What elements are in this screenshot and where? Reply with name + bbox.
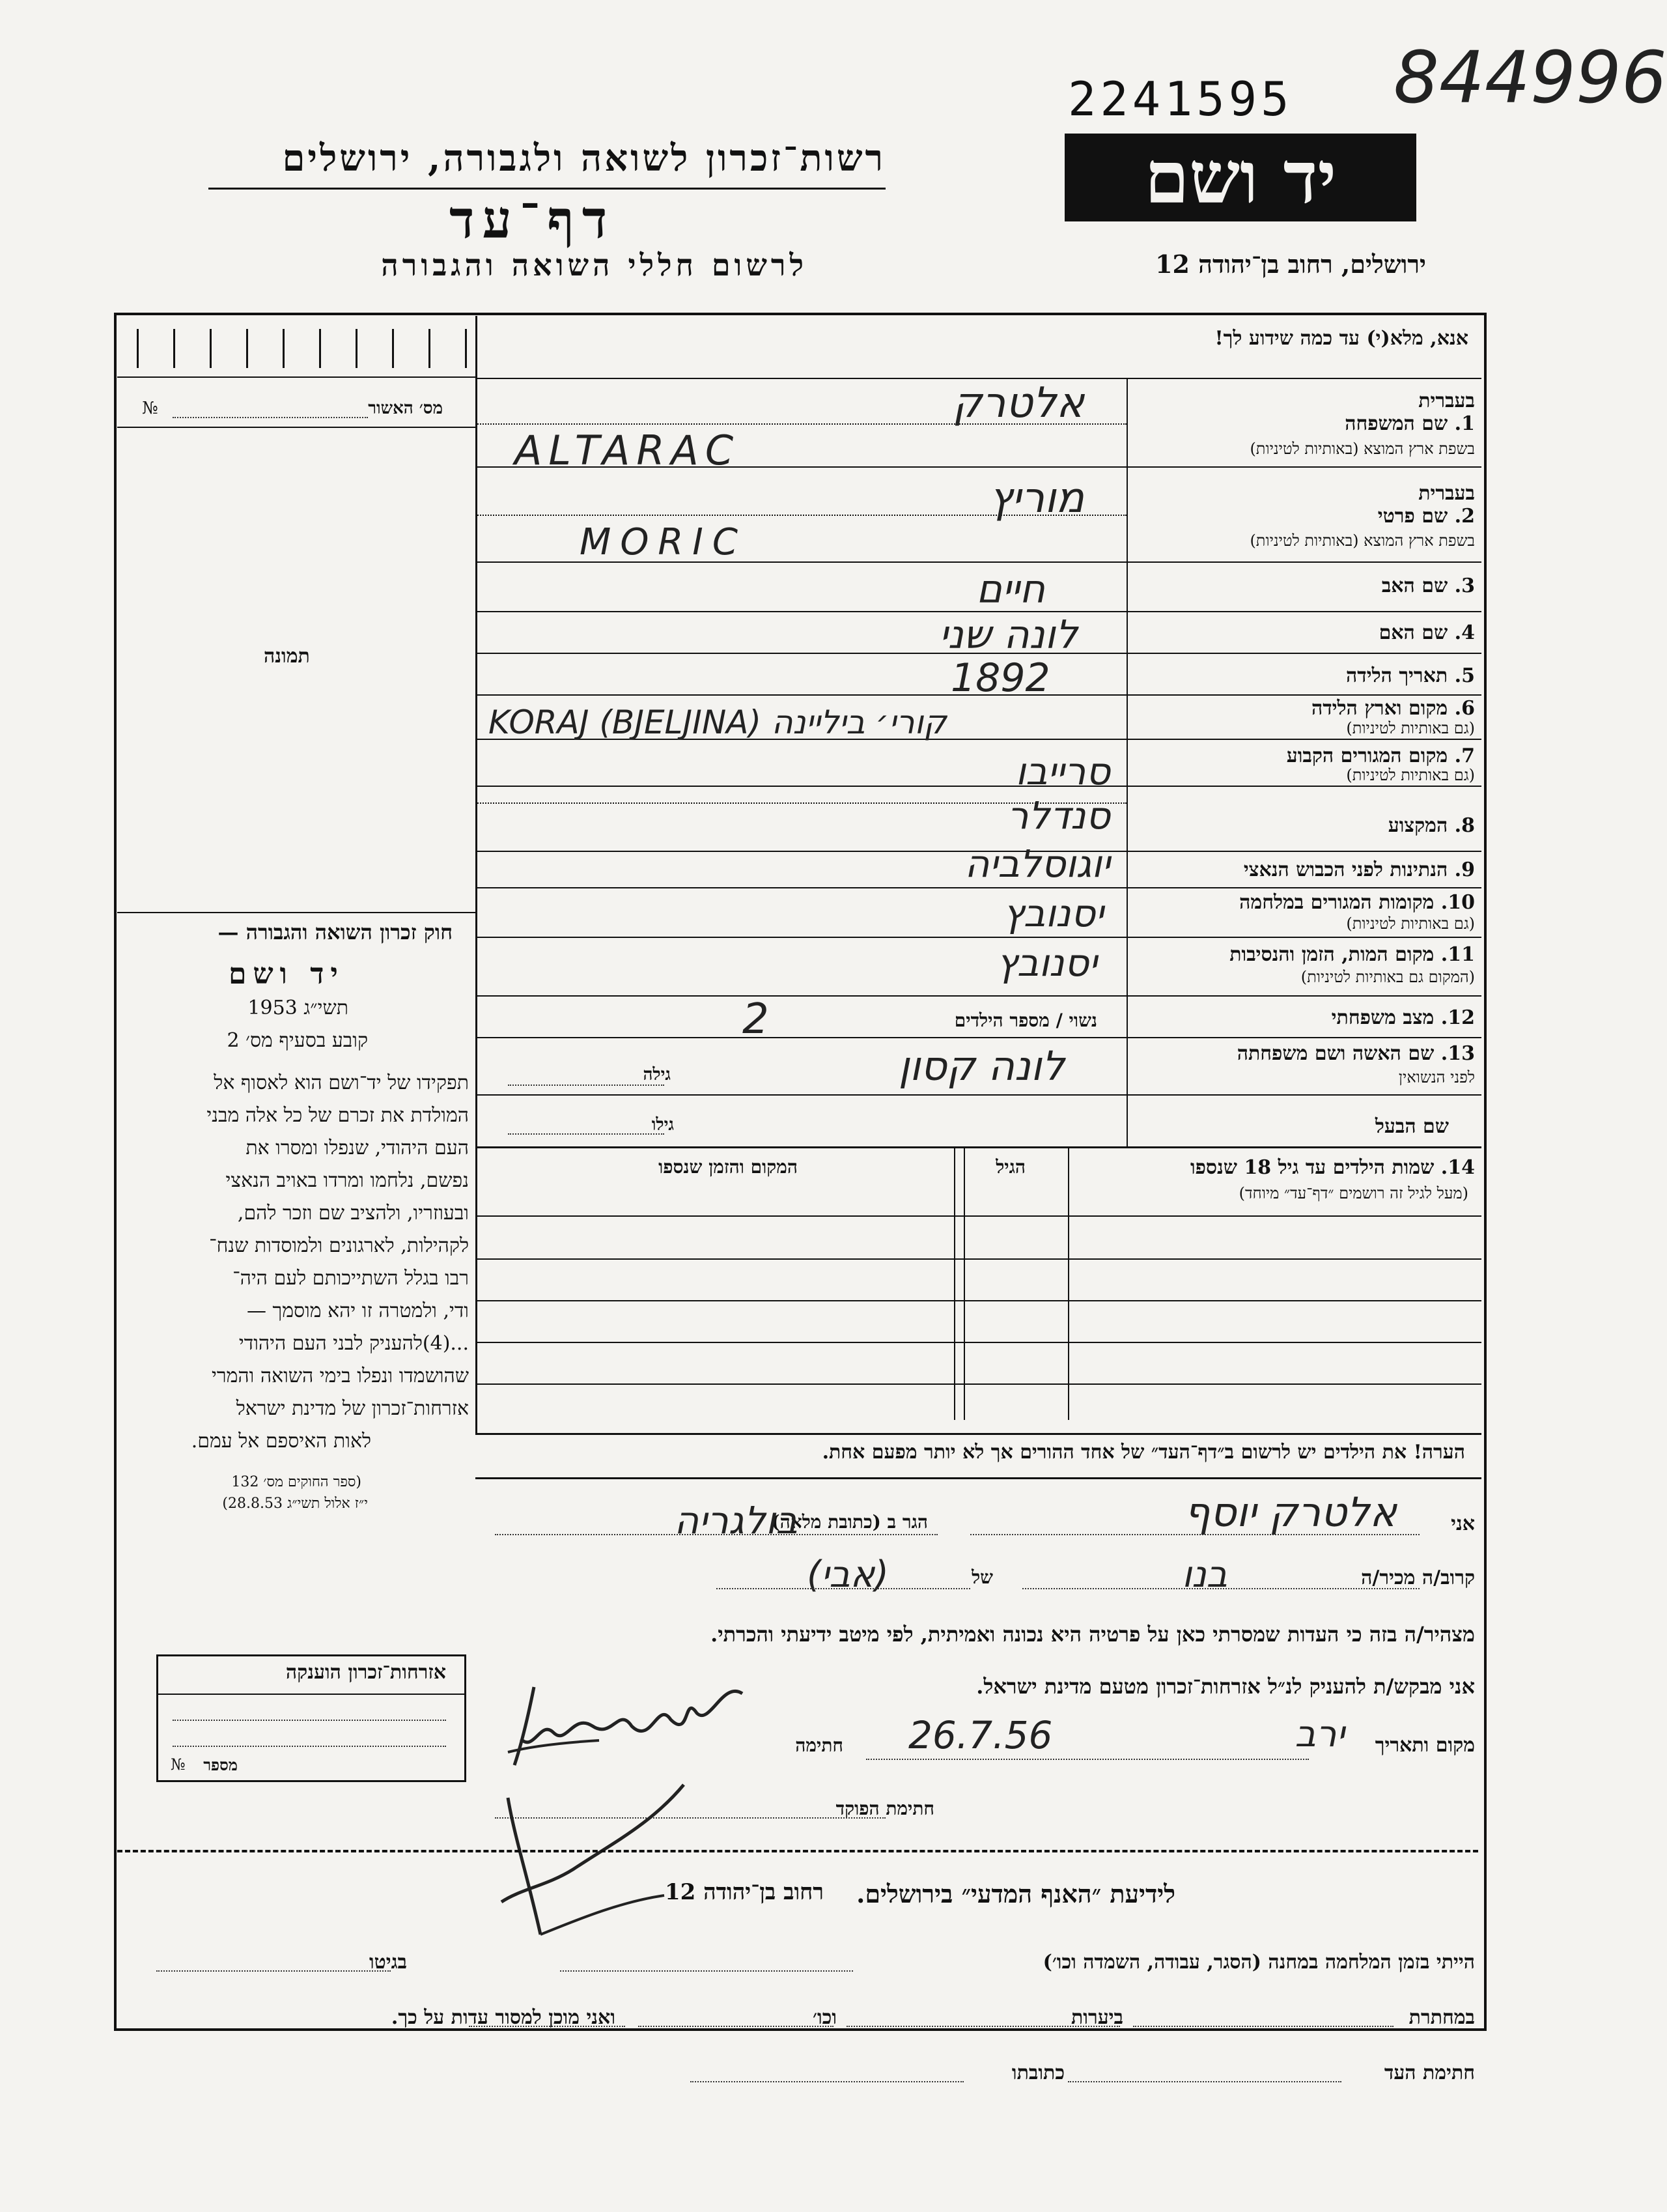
place-date-label: מקום ותאריך bbox=[1375, 1734, 1475, 1757]
law-line: ובעוזריו, ולהציב שם וזכר להם, bbox=[237, 1202, 469, 1225]
field-label-birth-place: 6. מקום וארץ הלידה bbox=[1311, 697, 1475, 720]
value-first-name-latin[interactable]: MORIC bbox=[580, 521, 747, 563]
footer-witness-signature: חתימת העד bbox=[1384, 2062, 1475, 2084]
value-birth-date[interactable]: 1892 bbox=[951, 655, 1050, 701]
law-line: תפקידו של יד־ושם הוא לאסוף אל bbox=[214, 1071, 469, 1094]
field-label: שם המשפחה bbox=[1345, 412, 1448, 435]
footer-etc: וכו׳ bbox=[813, 2006, 837, 2029]
footer-forests: ביערות bbox=[1071, 2006, 1123, 2029]
law-title: חוק זכרון השואה והגבורה — bbox=[217, 920, 453, 944]
wife-age-label: גילה bbox=[643, 1065, 671, 1085]
approval-no-mark: № bbox=[142, 399, 158, 418]
law-line: נפשם, נלחמו ומרדו באויב הנאצי bbox=[225, 1169, 469, 1192]
footer-line1: הייתי בזמן המלחמה במחנה (הסגר, עבודה, השמדה וכו׳) bbox=[1043, 1951, 1475, 1974]
photo-label: תמונה bbox=[264, 645, 310, 668]
value-first-name-hebrew[interactable]: מוריץ bbox=[989, 474, 1084, 522]
stamp-number: 2241595 bbox=[1068, 72, 1293, 126]
footer-testify: ואני מוכן למסור עדות על כך. bbox=[391, 2006, 615, 2029]
footer-address-label: כתובתו bbox=[1011, 2062, 1065, 2084]
field-sub: (גם באותיות לטיניות) bbox=[1346, 915, 1475, 933]
field-label-mother: 4. שם האם bbox=[1379, 621, 1475, 644]
law-ref: (ספר החוקים מס׳ 132 bbox=[231, 1474, 361, 1490]
value-family-name-latin[interactable]: ALTARAC bbox=[514, 427, 740, 474]
field-label-family-name bbox=[1345, 412, 1475, 435]
children-col-age: הגיל bbox=[996, 1156, 1026, 1178]
value-marital-label: נשוי / מספר הילדים bbox=[954, 1010, 1097, 1031]
law-line: לאות האיספם אל עמם. bbox=[191, 1430, 371, 1453]
citizenship-title: אזרחות־זכרון הוענקה bbox=[285, 1661, 446, 1684]
value-death-place[interactable]: יסנובץ bbox=[996, 941, 1097, 985]
value-birth-place[interactable]: KORAJ (BJELJINA) קורי׳ ביליינה bbox=[488, 703, 947, 741]
declaration-place[interactable]: ירב bbox=[1295, 1713, 1345, 1755]
handwritten-archive-number: 844996 bbox=[1394, 36, 1667, 119]
request-text: אני מבקש/ת להעניק לנ״ל אזרחות־זכרון מטעם מדינת ישראל. bbox=[976, 1674, 1475, 1699]
law-line: המולדת את זכרם של כל אלה מבני bbox=[206, 1104, 469, 1127]
field-label-husband: שם הבעל bbox=[1375, 1115, 1449, 1138]
field-label-citizenship: 9. הנתינות לפני הכבוש הנאצי bbox=[1243, 858, 1475, 881]
field-label-father: 3. שם האב bbox=[1381, 574, 1475, 597]
value-mother[interactable]: לונה שני bbox=[939, 612, 1078, 658]
approval-number-label: מס׳ האשור bbox=[368, 399, 443, 418]
field-label-first-name bbox=[1378, 505, 1475, 528]
field-sub: בשפת ארץ המוצא (באותיות לטיניות) bbox=[1250, 440, 1475, 458]
law-year: תשי״ג 1953 bbox=[247, 997, 348, 1019]
law-line: אזרחות־זכרון של מדינת ישראל bbox=[236, 1397, 469, 1420]
yad-vashem-logo: יד ושם bbox=[1065, 134, 1416, 221]
value-wartime-residence[interactable]: יסנובץ bbox=[1003, 891, 1104, 935]
instruction: אנא, מלא(י) עד כמה שידוע לך! bbox=[1214, 327, 1468, 350]
relation-value[interactable]: בנו bbox=[1181, 1553, 1227, 1596]
children-col-place: המקום והזמן שנספו bbox=[658, 1156, 798, 1178]
footer-divider bbox=[117, 1850, 1478, 1852]
barcode-ticks bbox=[137, 329, 469, 368]
field-label-wife: 13. שם האשה ושם משפחתה bbox=[1237, 1042, 1475, 1065]
note: הערה! את הילדים יש לרשום ב״דף־העד״ של אחד ההורים אך לא יותר מפעם אחת. bbox=[822, 1441, 1465, 1464]
field-label-marital: 12. מצב משפחתי bbox=[1331, 1006, 1475, 1029]
field-label-wartime-residence: 10. מקומות המגורים במלחמה bbox=[1239, 891, 1475, 914]
value-wife[interactable]: לונה קסון bbox=[898, 1042, 1065, 1090]
field-sub: (גם באותיות לטיניות) bbox=[1346, 719, 1475, 737]
field-sub: בשפת ארץ המוצא (באותיות לטיניות) bbox=[1250, 532, 1475, 550]
field-sub: לפני הנשואין bbox=[1398, 1068, 1475, 1086]
of-value[interactable]: (אבי) bbox=[806, 1553, 889, 1596]
field-sub: (המקום גם באותיות לטיניות) bbox=[1300, 968, 1475, 986]
law-line: רבו בגלל השתייכותם לעם היה־ bbox=[232, 1267, 469, 1290]
law-line: העם היהודי, שנפלו ומסרו את bbox=[245, 1137, 469, 1159]
law-line: ...(4)להעניק לבני העם היהודי bbox=[238, 1332, 469, 1355]
lives-label: הגר ב (כתובת מלאה) bbox=[771, 1511, 928, 1533]
relation-label: קרוב/ה מכיר/ה bbox=[1361, 1567, 1475, 1589]
children-sub: (מעל לגיל זה רושמים ״דף־עד״ מיוחד) bbox=[1239, 1184, 1468, 1202]
field-hint: בעברית bbox=[1418, 482, 1475, 505]
children-label: 14. שמות הילדים עד גיל 18 שנספו bbox=[1190, 1156, 1475, 1179]
form-title: דף־עד bbox=[449, 189, 615, 250]
law-line: שהושמדו ונפלו בימי השואה והמרי bbox=[211, 1365, 469, 1387]
footer-underground: במחתרת bbox=[1408, 2006, 1475, 2029]
field-label: שם פרטי bbox=[1377, 505, 1448, 528]
field-label-profession: 8. המקצוע bbox=[1388, 814, 1475, 837]
field-label-death: 11. מקום המות, הזמן והנסיבות bbox=[1229, 943, 1475, 966]
declarant-signature bbox=[495, 1667, 755, 1778]
value-residence[interactable]: סרייבו bbox=[1015, 749, 1110, 793]
law-line: לקהילות, לארגונים ולמוסדות שנח־ bbox=[209, 1234, 469, 1257]
field-hint: בעברית bbox=[1418, 390, 1475, 412]
citizenship-no-mark: № bbox=[171, 1755, 186, 1774]
of-label: של bbox=[972, 1567, 993, 1588]
field-label-birth-date: 5. תאריך הלידה bbox=[1346, 664, 1475, 687]
signature-label: חתימה bbox=[795, 1735, 843, 1756]
declaration-text: מצהיר/ה בזה כי העדות שמסרתי כאן על פרטיה היא נכונה ואמיתית, לפי מיטב ידיעתי והכרתי. bbox=[710, 1622, 1475, 1647]
declarant-address[interactable]: בולגריה bbox=[674, 1498, 798, 1542]
field-sub: (גם באותיות לטיניות) bbox=[1346, 766, 1475, 784]
husband-age-label: גילו bbox=[651, 1115, 674, 1135]
officer-signature bbox=[469, 1772, 742, 1954]
value-children-count[interactable]: 2 bbox=[742, 995, 769, 1043]
law-ref: י״ז אלול תשי״ג 28.8.53) bbox=[222, 1496, 368, 1512]
value-family-name-hebrew[interactable]: אלטרק bbox=[952, 379, 1084, 427]
declaration-date[interactable]: 26.7.56 bbox=[908, 1713, 1053, 1757]
field-num: 1. bbox=[1454, 412, 1475, 435]
law-section: קובע בסעיף מס׳ 2 bbox=[227, 1029, 368, 1052]
officer-signature-label: חתימת הפוקד bbox=[835, 1798, 934, 1819]
value-father[interactable]: חיים bbox=[976, 567, 1045, 612]
declarant-name[interactable]: אלטרק יוסף bbox=[1184, 1488, 1397, 1536]
form-subtitle: לרשום חללי השואה והגבורה bbox=[381, 248, 807, 283]
organization-name: רשות־זכרון לשואה ולגבורה, ירושלים bbox=[282, 137, 886, 180]
citizenship-number-label: מספר bbox=[203, 1755, 238, 1774]
declarant-ani: אני bbox=[1451, 1512, 1475, 1535]
law-line: ודי, ולמטרה זו יהא מוסמך — bbox=[246, 1299, 469, 1322]
field-num: 2. bbox=[1454, 505, 1475, 528]
footer-address: רחוב בן־יהודה 12 bbox=[664, 1879, 824, 1905]
law-yad-vashem: יד ושם bbox=[229, 957, 344, 991]
footer-ghetto: בגיטו bbox=[369, 1951, 407, 1974]
value-profession[interactable]: סנדלר bbox=[1007, 793, 1110, 838]
value-citizenship[interactable]: יוגוסלביה bbox=[964, 842, 1110, 886]
header-address: ירושלים, רחוב בן־יהודה 12 bbox=[1155, 249, 1426, 279]
footer-title: לידיעת ״האנף המדעי״ בירושלים. bbox=[856, 1879, 1175, 1908]
field-label-residence: 7. מקום המגורים הקבוע bbox=[1286, 744, 1475, 767]
